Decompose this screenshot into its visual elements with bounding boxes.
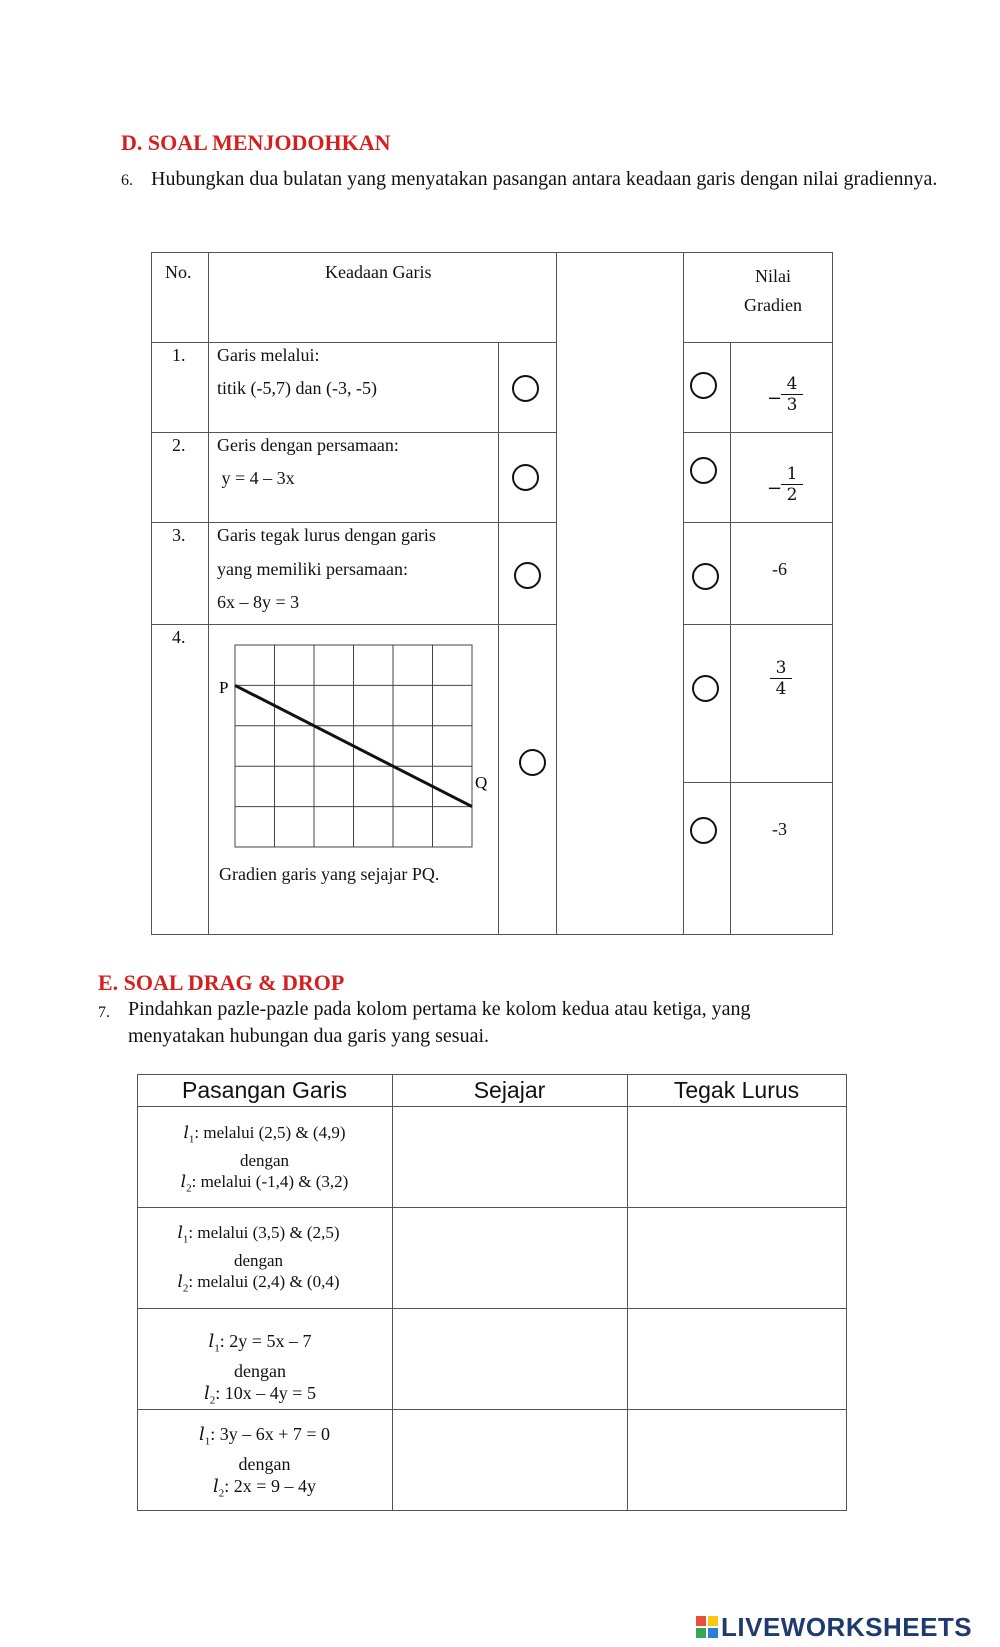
drag-piece-4-l1: $l_1$: 3y – 6x + 7 = 0 bbox=[198, 1424, 331, 1448]
right-match-circle-4[interactable] bbox=[692, 675, 719, 702]
gradient-1-den: 3 bbox=[786, 395, 798, 415]
gradient-5-value: -3 bbox=[772, 819, 787, 839]
liveworksheets-logo-text: LIVEWORKSHEETS bbox=[721, 1611, 973, 1642]
liveworksheets-logo-icon bbox=[695, 1615, 719, 1639]
section-d-title: D. SOAL MENJODOHKAN bbox=[121, 130, 391, 155]
gradient-2-sign: − bbox=[767, 478, 783, 499]
row-2-line2: y = 4 – 3x bbox=[217, 468, 295, 488]
row-3-no: 3. bbox=[172, 525, 186, 545]
row-3-line3: 6x – 8y = 3 bbox=[217, 592, 300, 612]
row-4-caption: Gradien garis yang sejajar PQ. bbox=[219, 864, 440, 884]
drop-parallel-2[interactable] bbox=[393, 1208, 627, 1308]
drag-piece-1-mid: dengan bbox=[239, 1151, 290, 1171]
drag-piece-2-mid: dengan bbox=[233, 1251, 284, 1271]
gradient-3-value: -6 bbox=[772, 559, 787, 579]
dd-header-perpendicular: Tegak Lurus bbox=[673, 1077, 800, 1103]
drop-perpendicular-4[interactable] bbox=[628, 1410, 846, 1510]
drop-parallel-3[interactable] bbox=[393, 1309, 627, 1409]
row-3-line2: yang memiliki persamaan: bbox=[217, 559, 408, 579]
left-match-circle-4[interactable] bbox=[519, 749, 546, 776]
drop-perpendicular-3[interactable] bbox=[628, 1309, 846, 1409]
gradient-4-den: 4 bbox=[775, 679, 787, 699]
drop-parallel-4[interactable] bbox=[393, 1410, 627, 1510]
right-match-circle-1[interactable] bbox=[690, 372, 717, 399]
header-gradient bbox=[683, 262, 863, 320]
drag-piece-3-l1: $l_1$: 2y = 5x – 7 bbox=[208, 1331, 312, 1355]
dd-header-parallel: Sejajar bbox=[473, 1077, 546, 1103]
right-match-circle-5[interactable] bbox=[690, 817, 717, 844]
question-7-number: 7. bbox=[98, 1004, 110, 1021]
gradient-2-num: 1 bbox=[781, 464, 803, 485]
drop-parallel-1[interactable] bbox=[393, 1107, 627, 1207]
row-2-line1: Geris dengan persamaan: bbox=[217, 435, 399, 455]
gradient-1-num: 4 bbox=[781, 374, 803, 395]
question-7-line1: Pindahkan pazle-pazle pada kolom pertama ke kolom kedua atau ketiga, yang bbox=[128, 998, 751, 1020]
drag-piece-4[interactable] bbox=[137, 1423, 392, 1504]
drag-piece-4-l2: $l_2$: 2x = 9 – 4y bbox=[213, 1475, 316, 1500]
row-1-line1: Garis melalui: bbox=[217, 345, 320, 365]
header-gradient-line1: Nilai bbox=[755, 266, 791, 286]
drop-perpendicular-2[interactable] bbox=[628, 1208, 846, 1308]
gradient-4-num: 3 bbox=[770, 658, 792, 679]
drag-piece-2-l1: $l_1$: melalui (3,5) & (2,5) bbox=[177, 1223, 340, 1246]
gradient-1-sign: − bbox=[767, 388, 783, 409]
drag-piece-1-l2: $l_2$: melalui (-1,4) & (3,2) bbox=[180, 1172, 349, 1195]
right-match-circle-3[interactable] bbox=[692, 563, 719, 590]
row-1-no: 1. bbox=[172, 345, 186, 365]
row-2-no: 2. bbox=[172, 435, 186, 455]
pq-grid-graph bbox=[215, 640, 495, 855]
drag-piece-3-l2: $l_2$: 10x – 4y = 5 bbox=[204, 1382, 316, 1407]
left-match-circle-1[interactable] bbox=[512, 375, 539, 402]
drop-perpendicular-1[interactable] bbox=[628, 1107, 846, 1207]
row-4-no: 4. bbox=[172, 627, 186, 647]
label-q: Q bbox=[475, 773, 488, 792]
gradient-4-fraction bbox=[770, 658, 792, 699]
gradient-2-den: 2 bbox=[786, 485, 798, 505]
gradient-1-fraction bbox=[781, 374, 803, 415]
question-6-number: 6. bbox=[121, 172, 133, 189]
dd-header-pairs: Pasangan Garis bbox=[182, 1077, 347, 1103]
question-6-text: Hubungkan dua bulatan yang menyatakan pasangan antara keadaan garis dengan nilai gradiennya. bbox=[151, 168, 938, 190]
drag-piece-3-mid: dengan bbox=[234, 1360, 286, 1381]
left-match-circle-3[interactable] bbox=[514, 562, 541, 589]
header-condition: Keadaan Garis bbox=[325, 262, 432, 282]
drag-piece-1-l1: $l_1$: melalui (2,5) & (4,9) bbox=[183, 1123, 346, 1146]
question-7-line2: menyatakan hubungan dua garis yang sesuai. bbox=[128, 1025, 490, 1047]
header-no: No. bbox=[165, 262, 192, 282]
drag-piece-3[interactable] bbox=[137, 1330, 383, 1411]
row-1-line2: titik (-5,7) dan (-3, -5) bbox=[217, 378, 377, 398]
gradient-2-fraction bbox=[781, 464, 803, 505]
label-p: P bbox=[219, 678, 229, 697]
drag-piece-4-mid: dengan bbox=[238, 1453, 291, 1474]
row-3-line1: Garis tegak lurus dengan garis bbox=[217, 525, 436, 545]
drag-piece-2[interactable] bbox=[137, 1222, 380, 1300]
liveworksheets-logo bbox=[695, 1612, 972, 1642]
header-gradient-line2: Gradien bbox=[744, 295, 802, 315]
drag-piece-2-l2: $l_2$: melalui (2,4) & (0,4) bbox=[177, 1272, 340, 1295]
right-match-circle-2[interactable] bbox=[690, 457, 717, 484]
drag-piece-1[interactable] bbox=[137, 1122, 392, 1200]
section-e-title: E. SOAL DRAG & DROP bbox=[98, 970, 345, 995]
left-match-circle-2[interactable] bbox=[512, 464, 539, 491]
